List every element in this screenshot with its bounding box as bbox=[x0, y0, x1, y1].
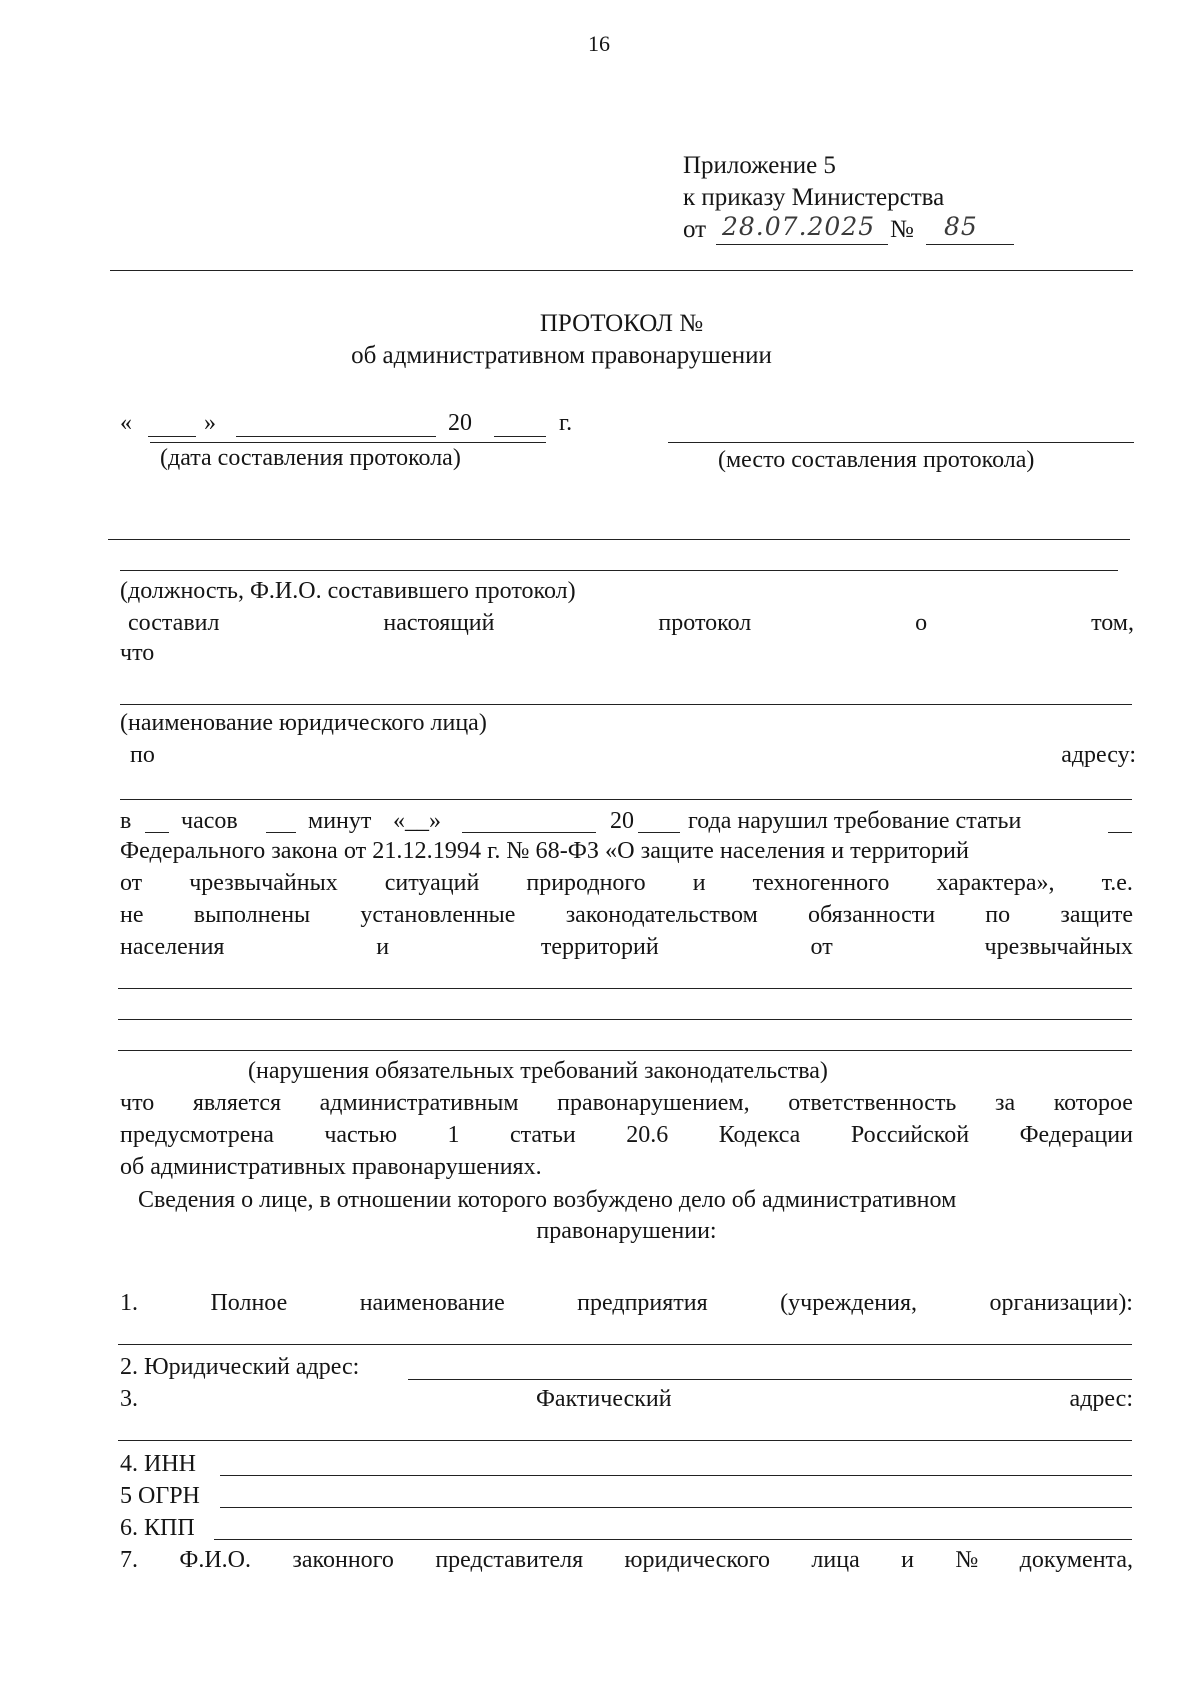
word: и bbox=[692, 870, 706, 896]
date-quote-open: « bbox=[120, 410, 132, 436]
violation-line-3 bbox=[120, 869, 1133, 897]
violation-hours-label: часов bbox=[181, 808, 238, 834]
item-6-label: 6. КПП bbox=[120, 1515, 195, 1541]
item-2-label: 2. Юридический адрес: bbox=[120, 1354, 360, 1380]
official-field-1[interactable] bbox=[108, 539, 1130, 540]
word: выполнены bbox=[193, 902, 311, 928]
word: наименование bbox=[359, 1290, 505, 1316]
word: 20.6 bbox=[626, 1122, 669, 1148]
date-year-suffix: г. bbox=[559, 410, 573, 436]
word: от bbox=[120, 870, 143, 896]
word: законодательством bbox=[565, 902, 758, 928]
appendix-number-label: № bbox=[890, 216, 914, 243]
word: является bbox=[192, 1090, 282, 1116]
word: частью bbox=[324, 1122, 398, 1148]
header-separator bbox=[110, 270, 1133, 271]
violation-field-1[interactable] bbox=[118, 988, 1132, 989]
appendix-title: Приложение 5 bbox=[683, 152, 836, 179]
official-field-2[interactable] bbox=[120, 570, 1118, 571]
word: не bbox=[120, 902, 144, 928]
info-heading-line-2: правонарушении: bbox=[536, 1218, 717, 1244]
violation-requirement-text: года нарушил требование статьи bbox=[688, 808, 1022, 834]
word: законного bbox=[292, 1547, 394, 1573]
appendix-order-ref: к приказу Министерства bbox=[683, 184, 945, 211]
place-caption: (место составления протокола) bbox=[718, 447, 1035, 473]
word: 1. bbox=[120, 1290, 138, 1316]
item-3-line bbox=[120, 1385, 1133, 1413]
item-7-line bbox=[120, 1546, 1133, 1574]
item-5-label: 5 ОГРН bbox=[120, 1483, 200, 1509]
word: т.е. bbox=[1101, 870, 1133, 896]
violation-article-field[interactable] bbox=[1108, 832, 1132, 833]
violation-line-5 bbox=[120, 933, 1133, 961]
date-year-prefix: 20 bbox=[448, 410, 472, 436]
violation-minutes-field[interactable] bbox=[266, 832, 296, 833]
violation-year-prefix: 20 bbox=[610, 808, 634, 834]
word: лица bbox=[811, 1547, 860, 1573]
appendix-from-label: от bbox=[683, 216, 707, 243]
violation-day-quotes: «__» bbox=[393, 808, 441, 834]
composed-line bbox=[128, 609, 1134, 637]
word: и bbox=[376, 934, 390, 960]
violation-field-2[interactable] bbox=[118, 1019, 1132, 1020]
item-1-field[interactable] bbox=[118, 1344, 1132, 1345]
word: характера», bbox=[936, 870, 1055, 896]
violation-line-4 bbox=[120, 901, 1133, 929]
liability-line-2 bbox=[120, 1121, 1133, 1149]
word: Полное bbox=[210, 1290, 288, 1316]
word: населения bbox=[120, 934, 225, 960]
date-quote-close: » bbox=[204, 410, 216, 436]
word: 7. bbox=[120, 1547, 138, 1573]
address-line bbox=[130, 741, 1136, 769]
item-6-field[interactable] bbox=[214, 1539, 1132, 1540]
official-caption: (должность, Ф.И.О. составившего протокол) bbox=[120, 578, 576, 604]
address-word: адресу: bbox=[1061, 742, 1136, 768]
item-3-field[interactable] bbox=[118, 1440, 1132, 1441]
word: Ф.И.О. bbox=[179, 1547, 252, 1573]
item-4-field[interactable] bbox=[220, 1475, 1132, 1476]
word: и bbox=[901, 1547, 914, 1573]
composed-word: о bbox=[915, 610, 928, 636]
date-year-field[interactable] bbox=[494, 436, 546, 437]
appendix-handwritten-number: 85 bbox=[944, 212, 978, 241]
word: обязанности bbox=[808, 902, 936, 928]
item-4-label: 4. ИНН bbox=[120, 1451, 196, 1477]
word: представителя bbox=[435, 1547, 584, 1573]
word: статьи bbox=[510, 1122, 576, 1148]
word: техногенного bbox=[752, 870, 890, 896]
address-field[interactable] bbox=[120, 799, 1132, 800]
word: адрес: bbox=[1069, 1386, 1133, 1412]
composed-word: протокол bbox=[658, 610, 752, 636]
word: ситуаций bbox=[384, 870, 480, 896]
page-number: 16 bbox=[588, 31, 610, 56]
protocol-title: ПРОТОКОЛ № bbox=[539, 310, 704, 337]
word: которое bbox=[1053, 1090, 1133, 1116]
violation-v: в bbox=[120, 808, 132, 834]
composed-word: настоящий bbox=[383, 610, 495, 636]
word: административным bbox=[319, 1090, 519, 1116]
entity-field[interactable] bbox=[120, 704, 1132, 705]
word: Фактический bbox=[535, 1386, 672, 1412]
word: юридического bbox=[624, 1547, 771, 1573]
composed-word: составил bbox=[128, 610, 220, 636]
place-field[interactable] bbox=[668, 442, 1134, 443]
entity-caption: (наименование юридического лица) bbox=[120, 710, 487, 736]
word: № bbox=[955, 1547, 979, 1573]
word: от bbox=[810, 934, 833, 960]
violation-month-field[interactable] bbox=[462, 832, 596, 833]
word: территорий bbox=[540, 934, 659, 960]
violation-caption: (нарушения обязательных требований законодательства) bbox=[248, 1058, 828, 1084]
word: по bbox=[985, 902, 1011, 928]
word: за bbox=[994, 1090, 1016, 1116]
word: чрезвычайных bbox=[984, 934, 1133, 960]
composed-tail: что bbox=[120, 640, 155, 666]
word: чрезвычайных bbox=[189, 870, 338, 896]
item-1-line bbox=[120, 1289, 1133, 1317]
word: предприятия bbox=[577, 1290, 708, 1316]
address-word: по bbox=[130, 742, 155, 768]
word: 1 bbox=[447, 1122, 460, 1148]
item-2-field[interactable] bbox=[408, 1379, 1132, 1380]
word: защите bbox=[1060, 902, 1133, 928]
appendix-number-underline bbox=[926, 244, 1014, 245]
word: (учреждения, bbox=[780, 1290, 918, 1316]
word: Федерации bbox=[1019, 1122, 1133, 1148]
word: документа, bbox=[1019, 1547, 1133, 1573]
word: Кодекса bbox=[718, 1122, 801, 1148]
word: что bbox=[120, 1090, 155, 1116]
word: правонарушением, bbox=[557, 1090, 750, 1116]
word: 3. bbox=[120, 1386, 138, 1412]
protocol-subtitle: об административном правонарушении bbox=[351, 342, 772, 369]
appendix-handwritten-date: 28.07.2025 bbox=[722, 212, 876, 241]
date-caption: (дата составления протокола) bbox=[160, 445, 461, 471]
word: установленные bbox=[360, 902, 516, 928]
word: предусмотрена bbox=[120, 1122, 274, 1148]
word: ответственность bbox=[788, 1090, 957, 1116]
date-day-field[interactable] bbox=[148, 436, 196, 437]
item-5-field[interactable] bbox=[220, 1507, 1132, 1508]
date-underline bbox=[150, 442, 546, 443]
word: Российской bbox=[850, 1122, 970, 1148]
date-month-field[interactable] bbox=[236, 436, 436, 437]
liability-line-3: об административных правонарушениях. bbox=[120, 1154, 542, 1180]
violation-law-line: Федерального закона от 21.12.1994 г. № 68-ФЗ «О защите населения и территорий bbox=[120, 837, 969, 864]
liability-line-1 bbox=[120, 1089, 1133, 1117]
appendix-date-underline bbox=[716, 244, 888, 245]
violation-year-field[interactable] bbox=[638, 832, 680, 833]
composed-word: том, bbox=[1091, 610, 1134, 636]
word: организации): bbox=[989, 1290, 1133, 1316]
info-heading-line-1: Сведения о лице, в отношении которого возбуждено дело об административном bbox=[138, 1187, 957, 1213]
violation-hours-field[interactable] bbox=[145, 832, 169, 833]
word: природного bbox=[526, 870, 646, 896]
violation-field-3[interactable] bbox=[118, 1050, 1132, 1051]
violation-minutes-label: минут bbox=[308, 808, 372, 834]
